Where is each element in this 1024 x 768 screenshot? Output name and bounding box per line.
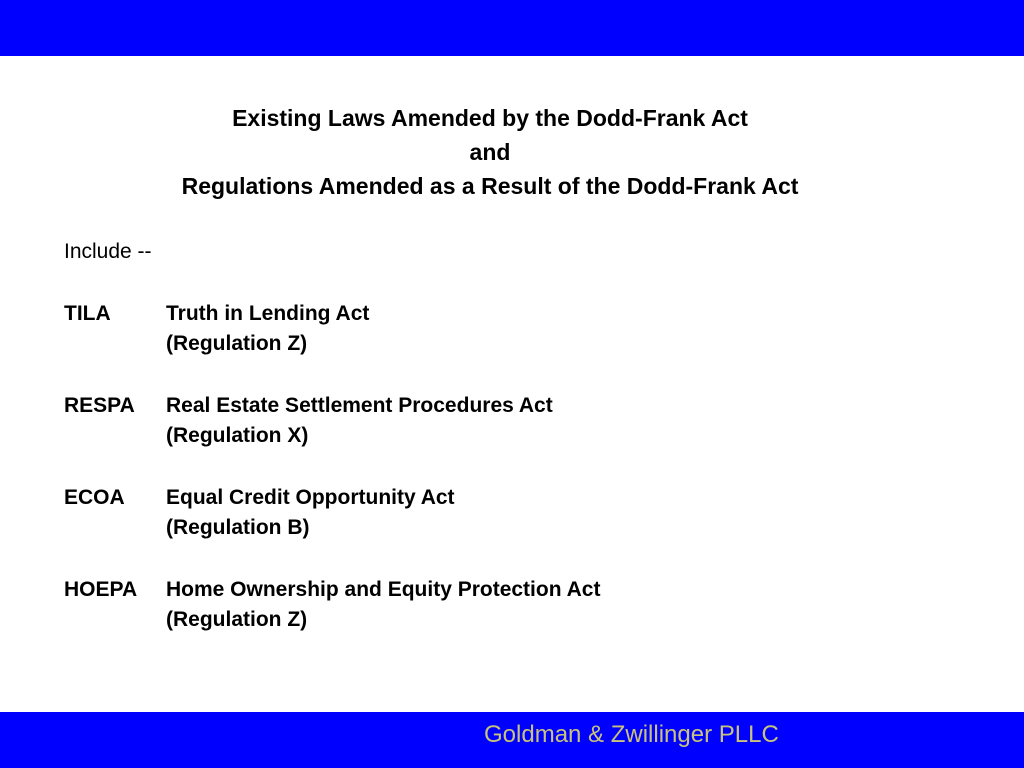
footer-firm-name: Goldman & Zwillinger PLLC [484,721,779,748]
law-regulation: (Regulation X) [166,424,309,447]
law-entry-hoepa [64,575,764,667]
law-name: Home Ownership and Equity Protection Act [166,578,601,601]
title-line-3: Regulations Amended as a Result of the Dodd-Frank Act [181,173,799,199]
law-list [64,299,764,667]
slide-title [0,101,980,203]
law-name: Real Estate Settlement Procedures Act [166,394,553,417]
law-name: Equal Credit Opportunity Act [166,486,455,509]
law-regulation: (Regulation B) [166,516,310,539]
intro-text: Include -- [64,240,152,263]
title-line-1: Existing Laws Amended by the Dodd-Frank Act [232,105,748,131]
law-entry-respa [64,391,764,483]
law-abbreviation: TILA [64,302,111,325]
law-regulation: (Regulation Z) [166,332,308,355]
law-abbreviation: HOEPA [64,578,138,601]
law-abbreviation: ECOA [64,486,125,509]
law-entry-ecoa [64,483,764,575]
law-name: Truth in Lending Act [166,302,370,325]
law-entry-tila [64,299,764,391]
top-banner [0,0,1024,56]
law-abbreviation: RESPA [64,394,135,417]
title-line-2: and [469,139,511,165]
law-regulation: (Regulation Z) [166,608,308,631]
